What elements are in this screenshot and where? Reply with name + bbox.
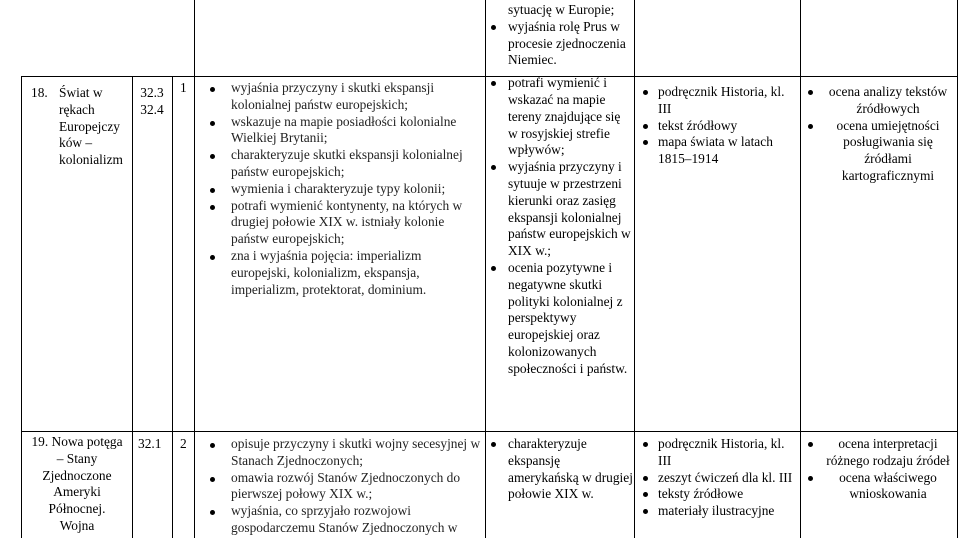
results-continuation: sytuację w Europie; — [508, 2, 615, 17]
assessment-methods-list — [823, 84, 953, 185]
result-item: charakteryzuje ekspansję amerykańską w drugiej połowie XIX w. — [508, 436, 633, 502]
means-item: mapa świata w latach 1815–1914 — [658, 134, 792, 168]
requirement-item: opisuje przyczyny i skutki wojny secesyjnej w Stanach Zjednoczonych; — [231, 436, 481, 468]
row-divider — [21, 76, 958, 77]
method-item: ocena interpretacji różnego rodzaju źródeł — [823, 436, 953, 470]
result-item: wyjaśnia rolę Prus w procesie zjednoczenia Niemiec. — [508, 19, 633, 69]
topic-line: kolonializm — [59, 152, 123, 168]
curriculum-number: 32.3 — [140, 85, 164, 100]
requirement-item: zna i wyjaśnia pojęcia: imperializm europejski, kolonializm, ekspansja, imperializm, protektorat, dominium. — [231, 248, 481, 298]
requirement-item: wyjaśnia, co sprzyjało rozwojowi gospodarczemu Stanów Zjednoczonych w — [231, 503, 481, 537]
result-item: ocenia pozytywne i negatywne skutki polityki kolonialnej z perspektywy europejskiej oraz kolonizowanych społeczności i państw. — [508, 260, 633, 378]
hours-count: 1 — [180, 80, 187, 95]
requirements-list — [231, 436, 481, 537]
column-divider — [172, 76, 173, 538]
curriculum-numbers — [133, 85, 171, 119]
requirement-item: wymienia i charakteryzuje typy kolonii; — [231, 181, 481, 198]
method-item: ocena analizy tekstów źródłowych — [823, 84, 953, 118]
topic-line: ków – — [59, 135, 93, 151]
topic-line: Ameryki — [53, 484, 101, 500]
results-list — [508, 2, 633, 378]
column-divider — [485, 0, 486, 538]
assessment-methods-list — [823, 436, 953, 503]
requirement-item: wskazuje na mapie posiadłości kolonialne Wielkiej Brytanii; — [231, 114, 481, 148]
column-divider — [800, 0, 801, 538]
requirements-list — [231, 80, 481, 298]
topic-line: Wojna — [59, 517, 95, 533]
curriculum-number: 32.4 — [140, 101, 164, 117]
means-item: materiały ilustracyjne — [658, 503, 798, 520]
requirement-item: wyjaśnia przyczyny i skutki ekspansji kolonialnej państw europejskich; — [231, 80, 481, 114]
teaching-means-list — [658, 436, 798, 520]
topic-line: – Stany — [56, 450, 98, 466]
topic-line: 18. — [31, 85, 48, 100]
topic-line: Północnej. — [48, 501, 106, 517]
method-item: ocena umiejętności posługiwania się źródłami kartograficznymi — [823, 118, 953, 185]
topic-line: Europejczy — [59, 118, 120, 134]
topic-line: Zjednoczone — [42, 467, 112, 483]
means-item: podręcznik Historia, kl. III — [658, 436, 798, 470]
row-divider — [21, 431, 958, 432]
means-item: zeszyt ćwiczeń dla kl. III — [658, 470, 798, 487]
method-item: ocena właściwego wnioskowania — [823, 470, 953, 504]
means-item: podręcznik Historia, kl. III — [658, 84, 792, 118]
hours-count: 2 — [180, 436, 187, 451]
column-divider — [634, 0, 635, 538]
results-list — [508, 436, 633, 503]
result-item: wyjaśnia przyczyny i sytuuje w przestrzeni kierunki oraz zasięg ekspansji kolonialnej państw europejskich w XIX w.; — [508, 159, 633, 260]
requirement-item: charakteryzuje skutki ekspansji kolonialnej państw europejskich; — [231, 147, 481, 181]
means-item: tekst źródłowy — [658, 118, 792, 135]
column-divider — [132, 76, 133, 538]
requirement-item: omawia rozwój Stanów Zjednoczonych do pierwszej połowy XIX w.; — [231, 470, 481, 504]
topic-line: Świat w — [59, 85, 103, 100]
means-item: teksty źródłowe — [658, 486, 798, 503]
table-border-right — [957, 0, 958, 538]
curriculum-number: 32.1 — [138, 436, 162, 451]
topic-cell — [22, 434, 132, 535]
topic-line: 19. Nowa potęga — [31, 434, 123, 449]
requirement-item: potrafi wymienić kontynenty, na których w drugiej połowie XIX w. istniały kolonie państw europejskich; — [231, 198, 481, 248]
column-divider — [194, 0, 195, 538]
teaching-means-list — [652, 84, 792, 168]
result-item: potrafi wymienić i wskazać na mapie tereny znajdujące się w rosyjskiej strefie wpływów; — [508, 75, 633, 159]
topic-line: rękach — [59, 101, 95, 117]
